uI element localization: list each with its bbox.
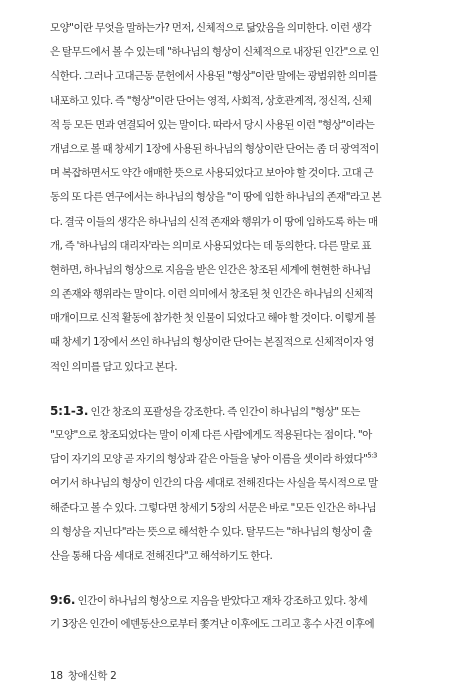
text-line: 동의 또 다른 연구에서는 하나님의 형상을 "이 땅에 임한 하나님의 존재"라고 본 [50, 191, 382, 204]
text-line: "모양"으로 창조되었다는 말이 이제 다른 사람에게도 적용된다는 점이다. "아 [50, 429, 372, 441]
paragraph-spacer [50, 379, 424, 399]
verse-text: 인간 창조의 포괄성을 강조한다. 즉 인간이 하나님의 "형상" 또는 [88, 405, 360, 418]
text-line [50, 447, 424, 471]
footnote-reference: 5:3 [367, 451, 377, 460]
text-line: 개념으로 볼 때 창세기 1장에 사용된 하나님의 형상이란 단어는 좀 더 광역적이 [50, 142, 379, 155]
text-line: 식한다. 그러나 고대근동 문헌에서 사용된 "형상"이란 말에는 광범위한 의미를 [50, 70, 378, 83]
text-line: 산을 통해 다음 세대로 전해진다"고 해석하기도 한다. [50, 549, 273, 562]
text-line: 의 존재와 행위라는 말이다. 이런 의미에서 창조된 첫 인간은 하나님의 신체적 [50, 288, 374, 301]
text-line [50, 588, 424, 612]
text-line: 내포하고 있다. 즉 "형상"이란 단어는 영적, 사회적, 상호관계적, 정신적, 신체 [50, 94, 372, 107]
text-line: 기 3장은 인간이 에덴동산으로부터 쫓겨난 이후에도 그리고 홍수 사건 이후에 [50, 618, 375, 631]
text-line: 여기서 하나님의 형상이 인간의 다음 세대로 전해진다는 사실을 묵시적으로 말 [50, 477, 378, 490]
paragraph-spacer [50, 568, 424, 588]
text-line: 의 형상을 지닌다"라는 뜻으로 해석한 수 있다. 탈무드는 "하나님의 형상이 출 [50, 525, 373, 538]
text-line: 은 탈무드에서 볼 수 있는데 "하나님의 형상이 신체적으로 내장된 인간"으로 인 [50, 46, 379, 59]
paragraph-genesis-image-meaning [50, 16, 424, 379]
text-line: 현하면, 하나님의 형상으로 지음을 받은 인간은 창조된 세계에 현현한 하나님 [50, 263, 371, 276]
text-line: 적인 의미를 담고 있다고 본다. [50, 360, 178, 373]
page-body [50, 16, 424, 637]
page-footer [50, 668, 117, 683]
text-line [50, 399, 424, 423]
quoted-text: 담이 자기의 모양 곧 자기의 형상과 같은 아들을 낳아 이름을 셋이라 하였다" [50, 453, 368, 466]
book-title: 창애신학 2 [67, 670, 117, 682]
text-line: 개, 즉 '하나님의 대리자'라는 의미로 사용되었다는 데 동의한다. 다른 말로 표 [50, 239, 371, 252]
text-line: 모양"이란 무엇을 말하는가? 먼저, 신체적으로 닮았음을 의미한다. 이런 생각 [50, 22, 371, 34]
verse-reference: 9:6. [50, 593, 76, 608]
page-number: 18 [50, 670, 63, 682]
paragraph-verse-9-6 [50, 588, 424, 636]
verse-text: 인간이 하나님의 형상으로 지음을 받았다고 재차 강조하고 있다. 창세 [75, 595, 368, 608]
text-line: 며 복잡하면서도 약간 애매한 뜻으로 사용되었다고 보아야 할 것이다. 고대 근 [50, 167, 374, 180]
text-line: 매개이므로 신적 활동에 참가한 첫 인물이 되었다고 해야 할 것이다. 이렇게 볼 [50, 312, 376, 325]
verse-reference: 5:1-3. [50, 403, 89, 418]
text-line: 적 등 모든 면과 연결되어 있는 말이다. 따라서 당시 사용된 이런 "형상"이라는 [50, 118, 375, 131]
paragraph-verse-5-1-3 [50, 399, 424, 568]
text-line: 해준다고 볼 수 있다. 그렇다면 창세기 5장의 서문은 바로 "모든 인간은 하나님 [50, 501, 377, 514]
text-line: 다. 결국 이들의 생각은 하나님의 신적 존재와 행위가 이 땅에 임하도록 하는 매 [50, 215, 378, 228]
text-line: 때 창세기 1장에서 쓰인 하나님의 형상이란 단어는 본질적으로 신체적이자 영 [50, 336, 375, 349]
